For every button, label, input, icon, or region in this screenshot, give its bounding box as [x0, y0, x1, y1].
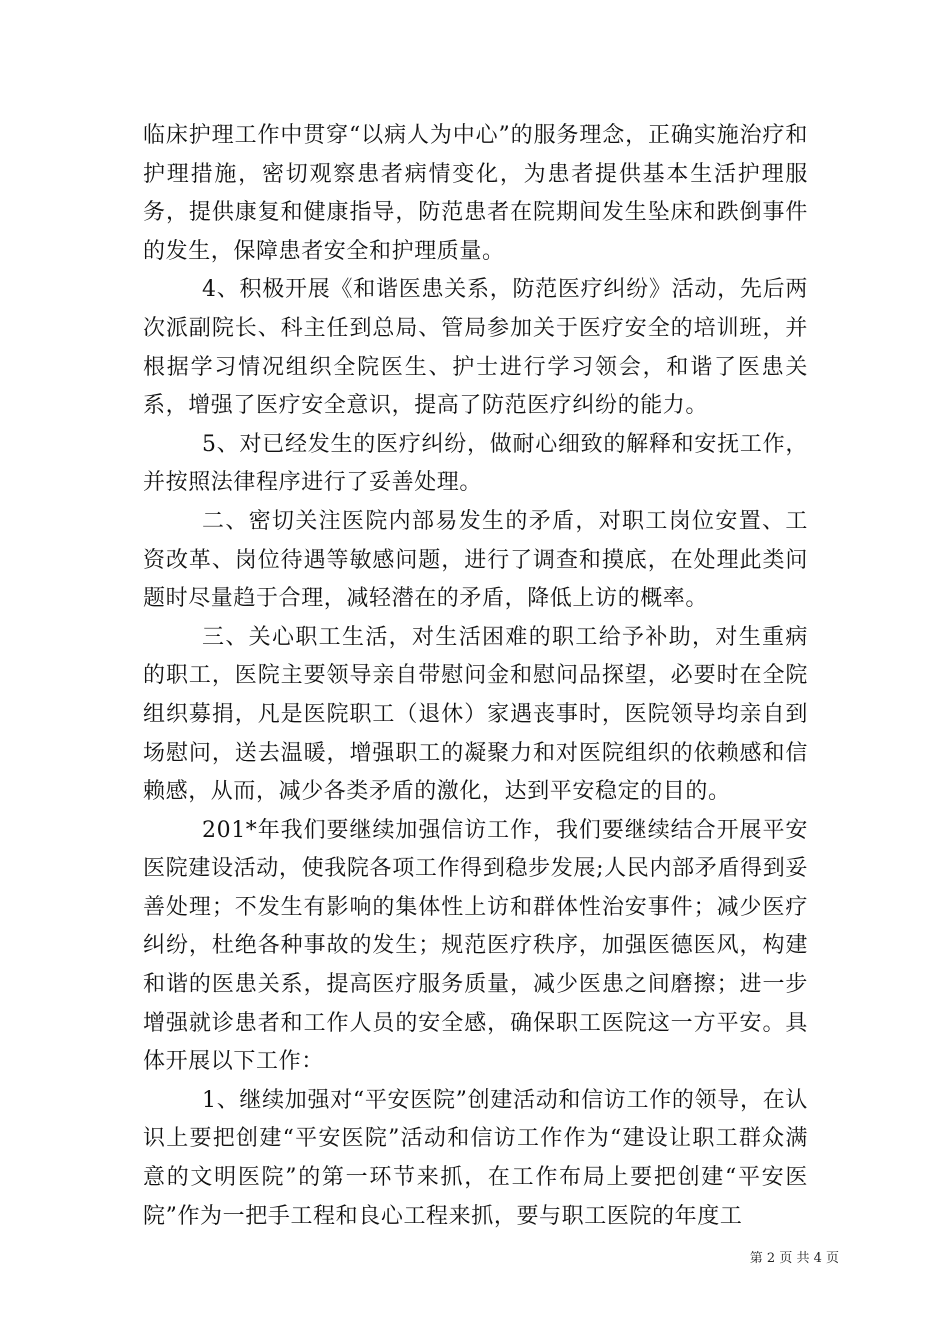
page-footer [0, 1247, 839, 1266]
paragraph-nursing-care: 临床护理工作中贯穿“以病人为中心”的服务理念，正确实施治疗和护理措施，密切观察患者病情变化，为患者提供基本生活护理服务，提供康复和健康指导，防范患者在院期间发生坠床和跌倒事件的发生，保障患者安全和护理质量。 [143, 123, 808, 264]
paragraph-plan-item-1: 1、继续加强对“平安医院”创建活动和信访工作的领导，在认识上要把创建“平安医院”活动和信访工作作为“建设让职工群众满意的文明医院”的第一环节来抓，在工作布局上要把创建“平安医院”作为一把手工程和良心工程来抓，要与职工医院的年度工 [143, 1087, 808, 1229]
paragraph-section-3: 三、关心职工生活，对生活困难的职工给予补助，对生重病的职工，医院主要领导亲自带慰问金和慰问品探望，必要时在全院组织募捐，凡是医院职工（退休）家遇丧事时，医院领导均亲自到场慰问，送去温暖，增强职工的凝聚力和对医院组织的依赖感和信赖感，从而，减少各类矛盾的激化，达到平安稳定的目的。 [143, 624, 808, 805]
document-body [143, 117, 808, 1236]
paragraph-item-5: 5、对已经发生的医疗纠纷，做耐心细致的解释和安抚工作，并按照法律程序进行了妥善处理。 [143, 431, 808, 496]
paragraph-item-4: 4、积极开展《和谐医患关系，防范医疗纠纷》活动，先后两次派副院长、科主任到总局、管局参加关于医疗安全的培训班，并根据学习情况组织全院医生、护士进行学习领会，和谐了医患关系，增强了医疗安全意识，提高了防范医疗纠纷的能力。 [143, 277, 808, 419]
paragraph-section-2: 二、密切关注医院内部易发生的矛盾，对职工岗位安置、工资改革、岗位待遇等敏感问题，进行了调查和摸底，在处理此类问题时尽量趋于合理，减轻潜在的矛盾，降低上访的概率。 [143, 508, 808, 612]
page-number-label: 第 2 页 共 4 页 [749, 1251, 839, 1266]
paragraph-plan-intro: 201*年我们要继续加强信访工作，我们要继续结合开展平安医院建设活动，使我院各项工作得到稳步发展;人民内部矛盾得到妥善处理；不发生有影响的集体性上访和群体性治安事件；减少医疗纠纷，杜绝各种事故的发生；规范医疗秩序，加强医德医风，构建和谐的医患关系，提高医疗服务质量，减少医患之间磨擦；进一步增强就诊患者和工作人员的安全感，确保职工医院这一方平安。具体开展以下工作： [143, 817, 808, 1075]
